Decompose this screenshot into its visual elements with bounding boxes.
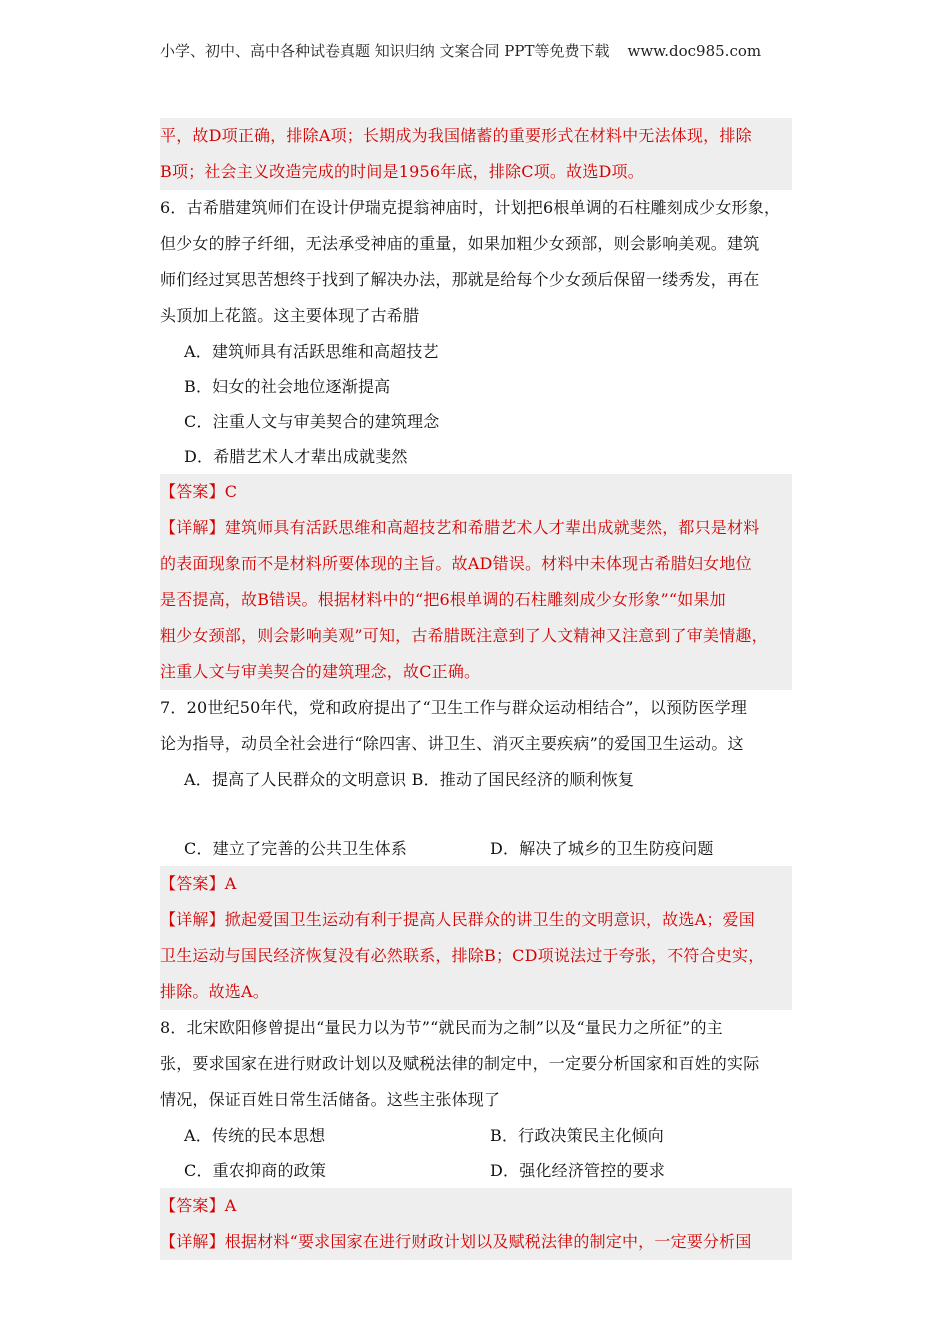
q6-detail-line: 注重人文与审美契合的建筑理念，故C正确。 (160, 654, 792, 690)
q6-stem-line: 师们经过冥思苦想终于找到了解决办法，那就是给每个少女颈后保留一缕秀发，再在 (160, 270, 760, 289)
spacer (160, 797, 792, 831)
q8-option-c: C．重农抑商的政策 (184, 1161, 327, 1180)
q6-detail-line: 是否提高，故B错误。根据材料中的“把6根单调的石柱雕刻成少女形象”“如果加 (160, 582, 792, 618)
question-8 (160, 1010, 792, 1260)
q7-detail-line: 排除。故选A。 (160, 974, 792, 1010)
q8-stem-line: 张，要求国家在进行财政计划以及赋税法律的制定中，一定要分析国家和百姓的实际 (160, 1054, 760, 1073)
q7-detail-line: 【详解】掀起爱国卫生运动有利于提高人民群众的讲卫生的文明意识，故选A；爱国 (160, 902, 792, 938)
q8-stem-line: 8．北宋欧阳修曾提出“量民力以为节”“就民而为之制”以及“量民力之所征”的主 (160, 1018, 723, 1037)
q6-option-b: B．妇女的社会地位逐渐提高 (184, 377, 391, 396)
q6-stem-line: 6．古希腊建筑师们在设计伊瑞克提翁神庙时，计划把6根单调的石柱雕刻成少女形象， (160, 198, 781, 217)
document-body (160, 118, 792, 1260)
q8-stem-line: 情况，保证百姓日常生活储备。这些主张体现了 (160, 1090, 501, 1109)
q6-option-a: A．建筑师具有活跃思维和高超技艺 (184, 342, 439, 361)
question-6 (160, 190, 792, 690)
q6-answer: 【答案】C (160, 474, 792, 510)
q7-detail-line: 卫生运动与国民经济恢复没有必然联系，排除B；CD项说法过于夸张，不符合史实， (160, 938, 792, 974)
q8-answer: 【答案】A (160, 1188, 792, 1224)
q8-option-a: A．传统的民本思想 (184, 1126, 326, 1145)
page-header (160, 40, 761, 61)
q6-stem-line: 头顶加上花篮。这主要体现了古希腊 (160, 306, 420, 325)
prev-detail-line: 平，故D项正确，排除A项；长期成为我国储蓄的重要形式在材料中无法体现，排除 (160, 118, 792, 154)
q8-options-ab (160, 1118, 792, 1153)
q8-option-d: D．强化经济管控的要求 (490, 1161, 666, 1180)
header-text: 小学、初中、高中各种试卷真题 知识归纳 文案合同 PPT等免费下载 (160, 42, 610, 60)
q6-detail-line: 【详解】建筑师具有活跃思维和高超技艺和希腊艺术人才辈出成就斐然，都只是材料 (160, 510, 792, 546)
header-site: www.doc985.com (627, 42, 762, 60)
q8-options-cd (160, 1153, 792, 1188)
q8-option-b: B．行政决策民主化倾向 (490, 1126, 664, 1145)
q7-options-cd (160, 831, 792, 866)
q7-stem-line: 7．20世纪50年代，党和政府提出了“卫生工作与群众运动相结合”，以预防医学理 (160, 698, 748, 717)
q8-detail-line: 【详解】根据材料“要求国家在进行财政计划以及赋税法律的制定中，一定要分析国 (160, 1224, 792, 1260)
q6-detail-line: 的表面现象而不是材料所要体现的主旨。故AD错误。材料中未体现古希腊妇女地位 (160, 546, 792, 582)
question-7 (160, 690, 792, 1010)
q7-options-ab: A．提高了人民群众的文明意识 B．推动了国民经济的顺利恢复 (184, 770, 635, 789)
q6-stem-line: 但少女的脖子纤细，无法承受神庙的重量，如果加粗少女颈部，则会影响美观。建筑 (160, 234, 760, 253)
q7-option-c: C．建立了完善的公共卫生体系 (184, 839, 408, 858)
q6-option-d: D．希腊艺术人才辈出成就斐然 (184, 447, 408, 466)
q7-stem-line: 论为指导，动员全社会进行“除四害、讲卫生、消灭主要疾病”的爱国卫生运动。这 (160, 734, 744, 753)
q7-option-d: D．解决了城乡的卫生防疫问题 (490, 839, 714, 858)
q6-detail-line: 粗少女颈部，则会影响美观”可知，古希腊既注意到了人文精神又注意到了审美情趣， (160, 618, 792, 654)
prev-detail-line: B项；社会主义改造完成的时间是1956年底，排除C项。故选D项。 (160, 154, 792, 190)
q7-answer: 【答案】A (160, 866, 792, 902)
q6-option-c: C．注重人文与审美契合的建筑理念 (184, 412, 440, 431)
